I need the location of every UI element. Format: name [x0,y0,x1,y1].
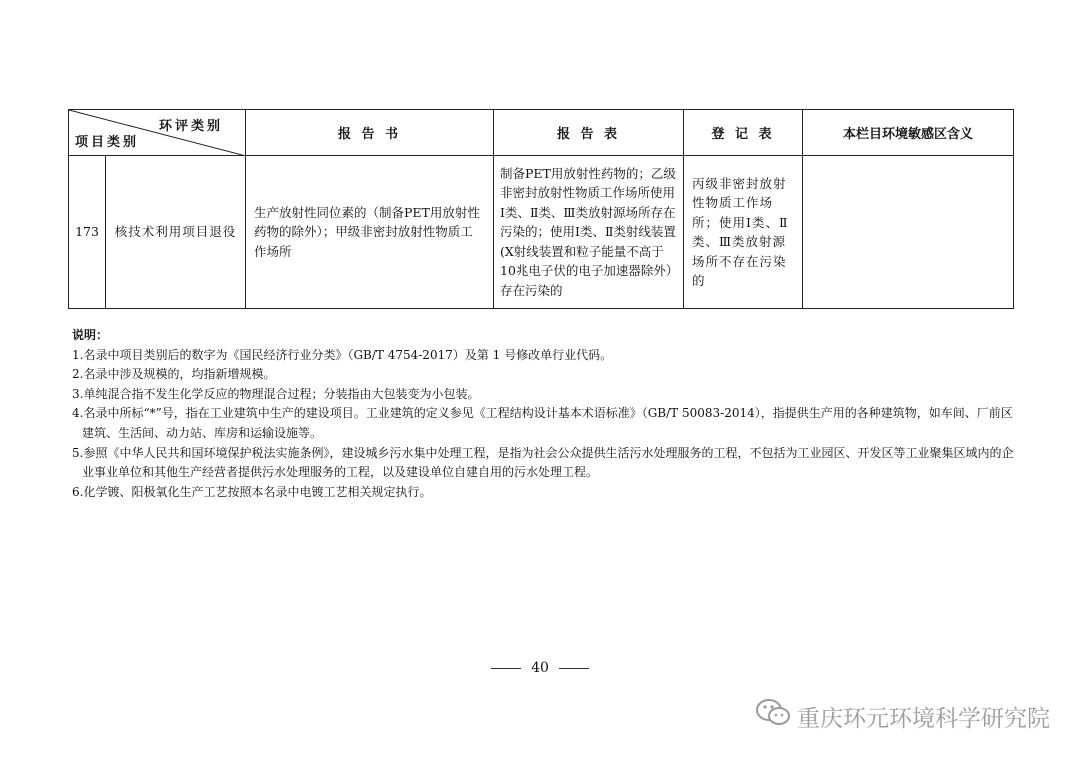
dash-left [491,668,521,669]
row-register-form: 丙级非密封放射性物质工作场所；使用Ⅰ类、Ⅱ类、Ⅲ类放射源场所不存在污染的 [684,156,803,309]
header-report-book: 报 告 书 [246,110,494,156]
diagonal-header-cell [69,110,246,156]
row-number: 173 [69,156,106,309]
note-item: 5.参照《中华人民共和国环境保护税法实施条例》，建设城乡污水集中处理工程，是指为社会公众提供生活污水处理服务的工程，不包括为工业园区、开发区等工业聚集区域内的企业事业单位和其他生产经营者提供污水处理服务的工程，以及建设单位自建自用的污水处理工程。 [72,445,1014,480]
notes-title: 说明： [72,328,109,342]
note-item: 6.化学镀、阳极氧化生产工艺按照本名录中电镀工艺相关规定执行。 [72,484,432,499]
env-category-label: 环评类别 [158,119,223,134]
wechat-icon [755,698,791,734]
notes-section [72,326,1022,502]
catalog-table [68,109,1014,309]
note-item: 3.单纯混合指不发生化学反应的物理混合过程；分装指由大包装变为小包装。 [72,386,480,401]
page-number-value: 40 [531,660,549,676]
table-header-row [69,110,1014,156]
row-sensitive-zone [803,156,1014,309]
header-report-form: 报 告 表 [494,110,684,156]
note-item: 2.名录中涉及规模的，均指新增规模。 [72,367,276,382]
header-sensitive-zone: 本栏目环境敏感区含义 [803,110,1014,156]
page-number [0,660,1080,676]
watermark-text: 重庆环元环境科学研究院 [797,705,1050,732]
header-register-form: 登 记 表 [684,110,803,156]
dash-right [559,668,589,669]
row-report-book: 生产放射性同位素的（制备PET用放射性药物的除外）；甲级非密封放射性物质工作场所 [246,156,494,309]
note-item: 1.名录中项目类别后的数字为《国民经济行业分类》（GB/T 4754-2017）及第 1 号修改单行业代码。 [72,347,613,362]
watermark [755,698,1050,734]
row-report-form: 制备PET用放射性药物的；乙级非密封放射性物质工作场所使用Ⅰ类、Ⅱ类、Ⅲ类放射源场所存在污染的；使用Ⅰ类、Ⅱ类射线装置(X射线装置和粒子能量不高于10兆电子伏的电子加速器除外）存在污染的 [494,156,684,309]
project-category-label: 项目类别 [75,135,140,150]
row-project-name: 核技术利用项目退役 [106,156,246,309]
table-row [69,156,1014,309]
note-item: 4.名录中所标“*”号，指在工业建筑中生产的建设项目。工业建筑的定义参见《工程结构设计基本术语标准》（GB/T 50083-2014），指提供生产用的各种建筑物，如车间、厂前区建筑、生活间、动力站、库房和运输设施等。 [72,406,1013,440]
